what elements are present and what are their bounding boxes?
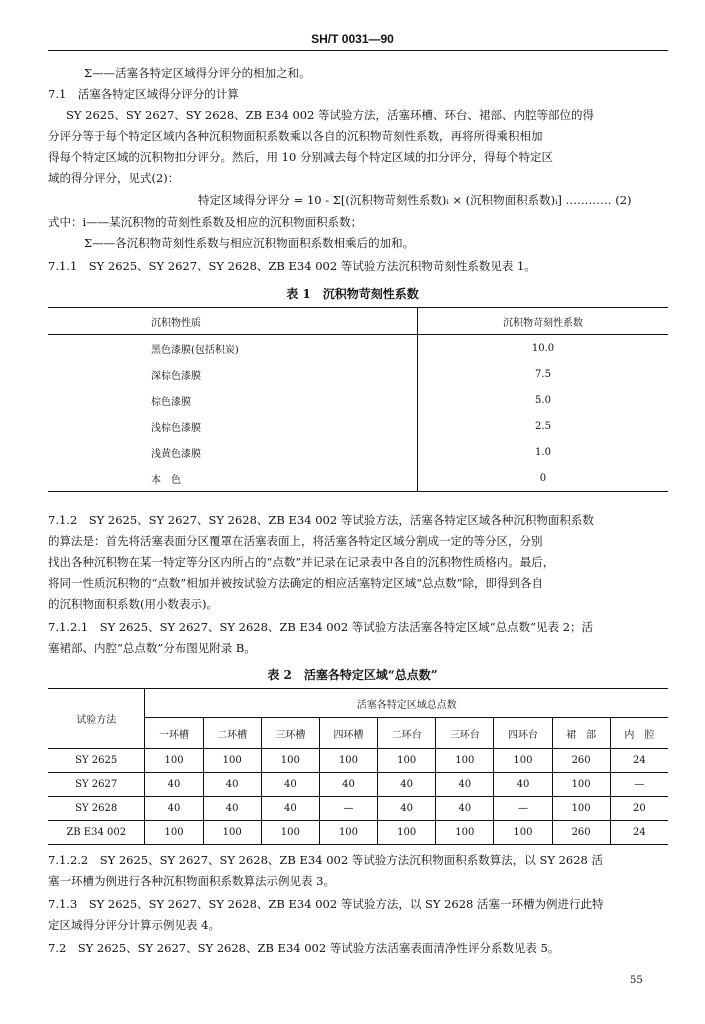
table1-cell: 黑色漆膜(包括积炭)	[48, 335, 417, 362]
table2-cell: 40	[494, 773, 552, 797]
paragraph-line: 塞裙部、内腔“总点数”分布图见附录 B。	[48, 641, 256, 655]
table2-cell: 24	[610, 821, 668, 845]
table2-cell: 20	[610, 797, 668, 821]
table1-cell: 深棕色漆膜	[48, 361, 417, 387]
table2-header: 内 腔	[610, 718, 668, 749]
table2-cell: —	[319, 797, 377, 821]
table2-cell: 40	[145, 797, 203, 821]
table2-header: 三环槽	[261, 718, 319, 749]
section-7-1-2: 7.1.2 SY 2625、SY 2627、SY 2628、ZB E34 002 等试验方法，活塞各特定区域各种沉积物面积系数	[48, 513, 594, 527]
paragraph-line: SY 2625、SY 2627、SY 2628、ZB E34 002 等试验方法，活塞环槽、环台、裙部、内腔等部位的得	[66, 108, 595, 122]
table2-cell: 40	[145, 773, 203, 797]
table-severity-factors	[48, 307, 668, 492]
table2-cell: 100	[145, 821, 203, 845]
table2-cell: 100	[261, 821, 319, 845]
table1-cell: 棕色漆膜	[48, 387, 417, 413]
table2-cell: 100	[319, 821, 377, 845]
table2-cell: 40	[261, 773, 319, 797]
table2-cell: 100	[494, 821, 552, 845]
section-7-1-heading: 7.1 活塞各特定区域得分评分的计算	[48, 87, 239, 101]
table2-cell: 100	[145, 749, 203, 773]
table2-cell: 100	[552, 797, 610, 821]
table1-cell: 浅黄色漆膜	[48, 439, 417, 465]
table1-cell: 7.5	[535, 368, 551, 380]
table2-cell: 260	[552, 821, 610, 845]
table1-cell: 本 色	[48, 465, 417, 492]
table2-caption: 表 2 活塞各特定区域“总点数”	[267, 668, 438, 682]
paragraph-line: 域的得分评分，见式(2)：	[48, 171, 180, 185]
table1-cell: 浅棕色漆膜	[48, 413, 417, 439]
table2-header: 四环台	[494, 718, 552, 749]
table2-cell: —	[494, 797, 552, 821]
table2-header: 三环台	[436, 718, 494, 749]
table2-cell: 260	[552, 749, 610, 773]
table-total-points	[48, 688, 668, 845]
table2-group-header: 活塞各特定区域总点数	[145, 689, 668, 718]
table1-cell: 0	[539, 472, 547, 484]
formula-definition: 式中：i——某沉积物的苛刻性系数及相应的沉积物面积系数；	[48, 215, 363, 229]
table2-cell: 40	[203, 797, 261, 821]
section-7-1-3: 7.1.3 SY 2625、SY 2627、SY 2628、ZB E34 002 等试验方法，以 SY 2628 活塞一环槽为例进行此特	[48, 897, 604, 911]
table2-cell: 40	[319, 773, 377, 797]
table1-cell: 1.0	[535, 446, 551, 458]
section-7-2: 7.2 SY 2625、SY 2627、SY 2628、ZB E34 002 等试验方法活塞表面清净性评分系数见表 5。	[48, 941, 560, 955]
table2-cell: ZB E34 002	[48, 821, 145, 845]
table2-cell: 100	[494, 749, 552, 773]
table2-header: 四环槽	[319, 718, 377, 749]
page-number: 55	[630, 975, 643, 986]
table2-cell: SY 2628	[48, 797, 145, 821]
table2-cell: SY 2625	[48, 749, 145, 773]
table1-header: 沉积物性质	[48, 308, 417, 335]
table2-cell: 100	[436, 749, 494, 773]
paragraph-line: 将同一性质沉积物的“点数”相加并被按试验方法确定的相应活塞特定区域“总点数”除，即得到各自	[48, 576, 544, 590]
paragraph-line: 的沉积物面积系数(用小数表示)。	[48, 597, 218, 611]
table1-cell: 5.0	[535, 394, 551, 406]
table1-cell: 2.5	[535, 420, 551, 432]
table2-header: 二环槽	[203, 718, 261, 749]
table2-cell: 100	[319, 749, 377, 773]
table2-cell: 40	[203, 773, 261, 797]
table2-cell: 100	[436, 821, 494, 845]
paragraph-line: 的算法是：首先将活塞表面分区覆罩在活塞表面上，将活塞各特定区域分割成一定的等分区，分别	[48, 534, 543, 548]
table2-header: 试验方法	[48, 689, 145, 749]
table1-caption: 表 1 沉积物苛刻性系数	[286, 287, 419, 301]
table2-cell: 40	[378, 773, 436, 797]
table2-cell: 40	[436, 797, 494, 821]
table2-cell: 40	[261, 797, 319, 821]
definition-sigma: Σ——活塞各特定区域得分评分的相加之和。	[84, 66, 311, 80]
table2-header: 裙 部	[552, 718, 610, 749]
table2-cell: SY 2627	[48, 773, 145, 797]
section-7-1-2-1: 7.1.2.1 SY 2625、SY 2627、SY 2628、ZB E34 002 等试验方法活塞各特定区域“总点数”见表 2；活	[48, 620, 594, 634]
paragraph-line: 定区域得分评分计算示例见表 4。	[48, 918, 220, 932]
paragraph-line: 找出各种沉积物在某一特定等分区内所占的“点数”并记录在记录表中各自的沉积物性质格内。最后，	[48, 555, 555, 569]
section-7-1-1: 7.1.1 SY 2625、SY 2627、SY 2628、ZB E34 002 等试验方法沉积物苛刻性系数见表 1。	[48, 259, 536, 273]
table2-cell: 100	[552, 773, 610, 797]
table2-cell: 40	[436, 773, 494, 797]
table1-cell: 10.0	[531, 342, 555, 354]
table2-cell: 40	[378, 797, 436, 821]
paragraph-line: 得每个特定区域的沉积物扣分评分。然后，用 10 分别减去每个特定区域的扣分评分，得每个特定区	[48, 150, 553, 164]
table2-header: 二环台	[378, 718, 436, 749]
table2-cell: 24	[610, 749, 668, 773]
table2-cell: 100	[378, 749, 436, 773]
header-rule	[48, 50, 668, 51]
table1-header: 沉积物苛刻性系数	[417, 308, 668, 335]
document-header: SH/T 0031—90	[311, 32, 394, 46]
formula-2: 特定区域得分评分 = 10 - Σ[(沉积物苛刻性系数)ᵢ × (沉积物面积系数)ᵢ] ………… (2)	[198, 193, 632, 207]
formula-definition: Σ——各沉积物苛刻性系数与相应沉积物面积系数相乘后的加和。	[84, 236, 415, 250]
table2-cell: 100	[378, 821, 436, 845]
table2-header: 一环槽	[145, 718, 203, 749]
table2-cell: 100	[203, 749, 261, 773]
section-7-1-2-2: 7.1.2.2 SY 2625、SY 2627、SY 2628、ZB E34 002 等试验方法沉积物面积系数算法，以 SY 2628 活	[48, 853, 603, 867]
table2-cell: 100	[203, 821, 261, 845]
table2-cell: 100	[261, 749, 319, 773]
table2-cell: —	[610, 773, 668, 797]
paragraph-line: 分评分等于每个特定区域内各种沉积物面积系数乘以各自的沉积物苛刻性系数，再将所得乘积相加	[48, 129, 543, 143]
paragraph-line: 塞一环槽为例进行各种沉积物面积系数算法示例见表 3。	[48, 874, 335, 888]
